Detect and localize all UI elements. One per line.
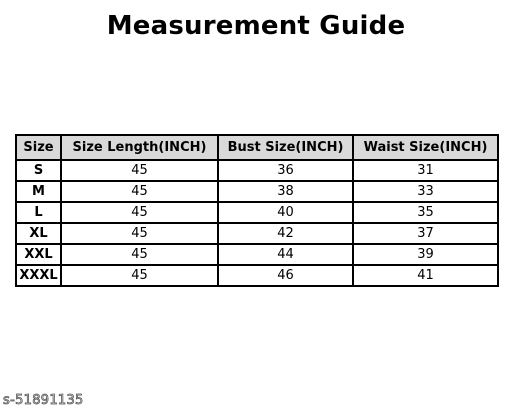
- waist-cell: 37: [353, 223, 498, 244]
- size-cell: XL: [16, 223, 61, 244]
- size-cell: XXXL: [16, 265, 61, 286]
- bust-cell: 38: [218, 181, 353, 202]
- length-cell: 45: [61, 202, 218, 223]
- bust-cell: 40: [218, 202, 353, 223]
- table-row: [16, 244, 498, 265]
- bust-cell: 46: [218, 265, 353, 286]
- waist-cell: 35: [353, 202, 498, 223]
- table-row: [16, 265, 498, 286]
- waist-cell: 41: [353, 265, 498, 286]
- table-header-row: [16, 135, 498, 160]
- table-row: [16, 202, 498, 223]
- product-code-watermark: s-51891135: [3, 393, 84, 408]
- waist-cell: 31: [353, 160, 498, 181]
- measurement-table: [15, 134, 499, 287]
- waist-cell: 39: [353, 244, 498, 265]
- table-row: [16, 160, 498, 181]
- waist-cell: 33: [353, 181, 498, 202]
- bust-cell: 36: [218, 160, 353, 181]
- size-cell: M: [16, 181, 61, 202]
- header-bust-size: Bust Size(INCH): [218, 135, 353, 160]
- length-cell: 45: [61, 265, 218, 286]
- length-cell: 45: [61, 181, 218, 202]
- size-cell: S: [16, 160, 61, 181]
- table-row: [16, 181, 498, 202]
- size-cell: XXL: [16, 244, 61, 265]
- bust-cell: 42: [218, 223, 353, 244]
- length-cell: 45: [61, 223, 218, 244]
- page-title: Measurement Guide: [106, 11, 406, 41]
- length-cell: 45: [61, 244, 218, 265]
- length-cell: 45: [61, 160, 218, 181]
- header-size: Size: [16, 135, 61, 160]
- size-cell: L: [16, 202, 61, 223]
- bust-cell: 44: [218, 244, 353, 265]
- header-size-length: Size Length(INCH): [61, 135, 218, 160]
- table-row: [16, 223, 498, 244]
- header-waist-size: Waist Size(INCH): [353, 135, 498, 160]
